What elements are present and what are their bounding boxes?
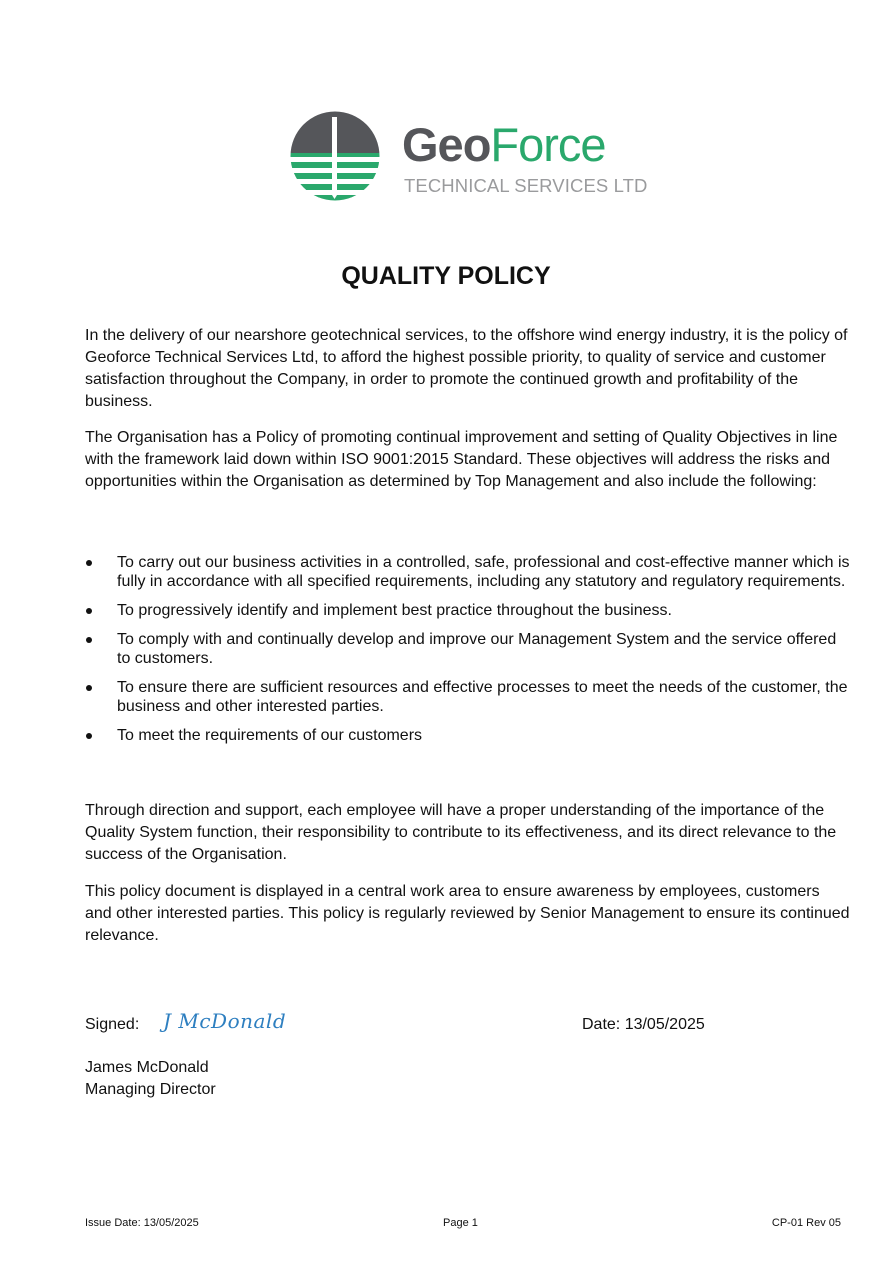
issue-date: Issue Date: 13/05/2025 <box>85 1217 199 1229</box>
signature-date: Date: 13/05/2025 <box>582 1016 705 1033</box>
logo-wordmark <box>402 120 606 170</box>
list-item <box>85 601 850 620</box>
logo-subtitle: TECHNICAL SERVICES LTD <box>404 175 648 196</box>
page-title: QUALITY POLICY <box>341 262 551 290</box>
objective-text: To comply with and continually develop and improve our Management System and the service offered to customers. <box>117 631 837 667</box>
signer-role: Managing Director <box>85 1081 216 1098</box>
page-footer <box>85 1216 841 1232</box>
list-item <box>85 630 850 668</box>
logo-word-force: Force <box>490 118 606 171</box>
document-reference: CP-01 Rev 05 <box>771 1217 841 1229</box>
objective-text: To ensure there are sufficient resources and effective processes to meet the needs of the customer, the business and other interested parties. <box>117 679 848 715</box>
bullet-icon <box>86 608 92 614</box>
geoforce-drill-globe-icon <box>290 111 380 201</box>
company-logo <box>290 111 648 201</box>
signer-block <box>85 1057 216 1101</box>
list-item <box>85 678 850 716</box>
intro-paragraph: In the delivery of our nearshore geotechnical services, to the offshore wind energy industry, it is the policy of Geoforce Technical Services Ltd, to afford the highest possible priority, to quality of service and customer satisfaction throughout the Company, in order to promote the continued growth and profitability of the business. <box>85 327 848 410</box>
handwritten-signature: J McDonald <box>163 1009 287 1033</box>
logo-word-geo: Geo <box>402 118 491 171</box>
signature-row <box>85 1009 850 1040</box>
bullet-icon <box>86 733 92 739</box>
bullet-icon <box>86 560 92 566</box>
list-item <box>85 726 850 745</box>
responsibility-paragraph: Through direction and support, each employee will have a proper understanding of the importance of the Quality System function, their responsibility to contribute to its effectiveness, and its direct relevance to the success of the Organisation. <box>85 802 837 863</box>
objective-text: To meet the requirements of our customers <box>117 727 423 744</box>
bullet-icon <box>86 637 92 643</box>
bullet-icon <box>86 685 92 691</box>
objectives-intro-paragraph: The Organisation has a Policy of promoting continual improvement and setting of Quality Objectives in line with the framework laid down within ISO 9001:2015 Standard. These objectives will address the risks and opportunities within the Organisation as determined by Top Management and also include the following: <box>85 429 838 490</box>
objective-text: To progressively identify and implement best practice throughout the business. <box>117 602 672 619</box>
signed-label: Signed: <box>85 1016 140 1033</box>
page-number: Page 1 <box>443 1217 478 1229</box>
list-item <box>85 553 850 591</box>
objective-text: To carry out our business activities in a controlled, safe, professional and cost-effective manner which is fully in accordance with all specified requirements, including any statutory and regulatory requirements. <box>117 554 850 590</box>
signer-name: James McDonald <box>85 1059 209 1076</box>
display-paragraph: This policy document is displayed in a central work area to ensure awareness by employees, customers and other interested parties. This policy is regularly reviewed by Senior Management to ensure its continued relevance. <box>85 883 850 944</box>
objectives-list <box>85 553 850 755</box>
